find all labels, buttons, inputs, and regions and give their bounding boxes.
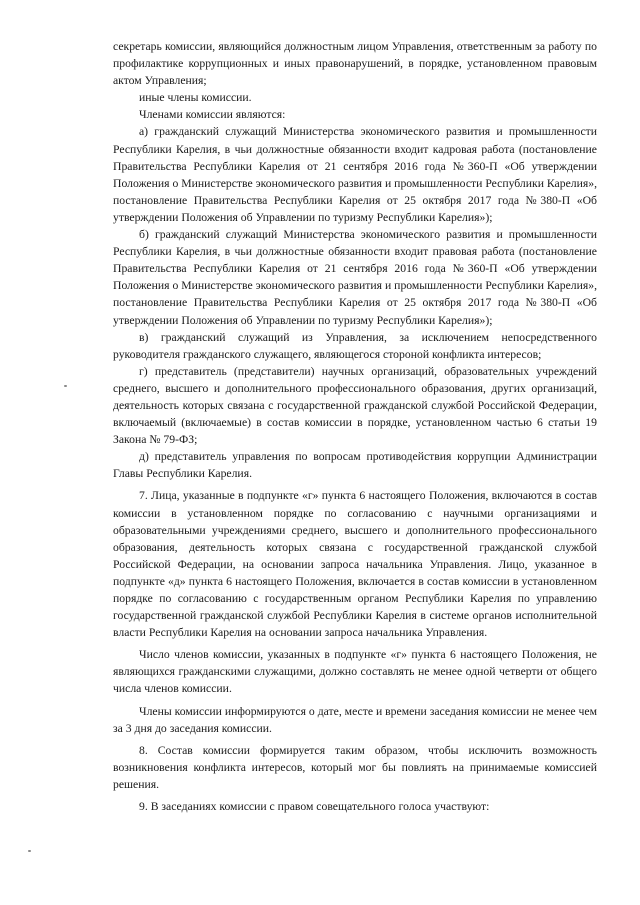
document-body <box>113 38 597 815</box>
paragraph-members-count: Число членов комиссии, указанных в подпункте «г» пункта 6 настоящего Положения, не являющихся гражданскими служащими, должно составлять не менее одной четверти от общего числа членов комиссии. <box>113 648 597 696</box>
paragraph-members-heading: Членами комиссии являются: <box>139 108 286 122</box>
paragraph-item-v: в) гражданский служащий из Управления, за исключением непосредственного руководителя гражданского служащего, являющегося стороной конфликта интересов; <box>113 330 597 361</box>
paragraph-item-d: д) представитель управления по вопросам противодействия коррупции Администрации Главы Республики Карелия. <box>113 450 597 481</box>
paragraph-secretary: секретарь комиссии, являющийся должностным лицом Управления, ответственным за работу по профилактике коррупционных и иных правонарушений, в порядке, установленном правовым актом Управления; <box>113 40 597 88</box>
paragraph-section-9: 9. В заседаниях комиссии с правом совещательного голоса участвуют: <box>139 800 490 814</box>
paragraph-members-informed: Члены комиссии информируются о дате, месте и времени заседания комиссии не менее чем за 3 дня до заседания комиссии. <box>113 704 597 735</box>
scan-mark <box>64 385 67 387</box>
paragraph-section-8: 8. Состав комиссии формируется таким образом, чтобы исключить возможность возникновения конфликта интересов, который мог бы повлиять на принимаемые комиссией решения. <box>113 743 597 791</box>
paragraph-item-g: г) представитель (представители) научных организаций, образовательных учреждений среднего, высшего и дополнительного профессионального образования, других организаций, деятельность которых связана с государственной гражданской службой Российской Федерации, включаемый (включаемые) в состав комиссии в порядке, установленном частью 6 статьи 19 Закона № 79-ФЗ; <box>113 364 597 447</box>
paragraph-item-b: б) гражданский служащий Министерства экономического развития и промышленности Республики Карелия, в чьи должностные обязанности входит правовая работа (постановление Правительства Республики Карелия от 21 сентября 2016 года №360-П «Об утверждении Положения о Министерстве экономического развития и промышленности Республики Карелия», постановление Правительства Республики Карелия от 25 октября 2017 года №380-П «Об утверждении Положения об Управлении по туризму Республики Карелия»); <box>113 228 597 327</box>
paragraph-section-7: 7. Лица, указанные в подпункте «г» пункта 6 настоящего Положения, включаются в состав комиссии в установленном порядке по согласованию с научными организациями и образовательными учреждениями среднего, высшего и дополнительного профессионального образования, деятельность которых связана с государственной гражданской службой Российской Федерации, на основании запроса начальника Управления. Лицо, указанное в подпункте «д» пункта 6 настоящего Положения, включается в состав комиссии в установленном порядке по согласованию с государственным органом Республики Карелия по управлению государственной гражданской службой Республики Карелия в системе органов исполнительной власти Республики Карелия на основании запроса начальника Управления. <box>113 489 597 640</box>
paragraph-item-a: а) гражданский служащий Министерства экономического развития и промышленности Республики Карелия, в чьи должностные обязанности входит кадровая работа (постановление Правительства Республики Карелия от 21 сентября 2016 года №360-П «Об утверждении Положения о Министерстве экономического развития и промышленности Республики Карелия», постановление Правительства Республики Карелия от 25 октября 2017 года №380-П «Об утверждении Положения об Управлении по туризму Республики Карелия»); <box>113 125 597 224</box>
paragraph-other-members: иные члены комиссии. <box>139 91 252 105</box>
scan-mark <box>28 850 31 852</box>
